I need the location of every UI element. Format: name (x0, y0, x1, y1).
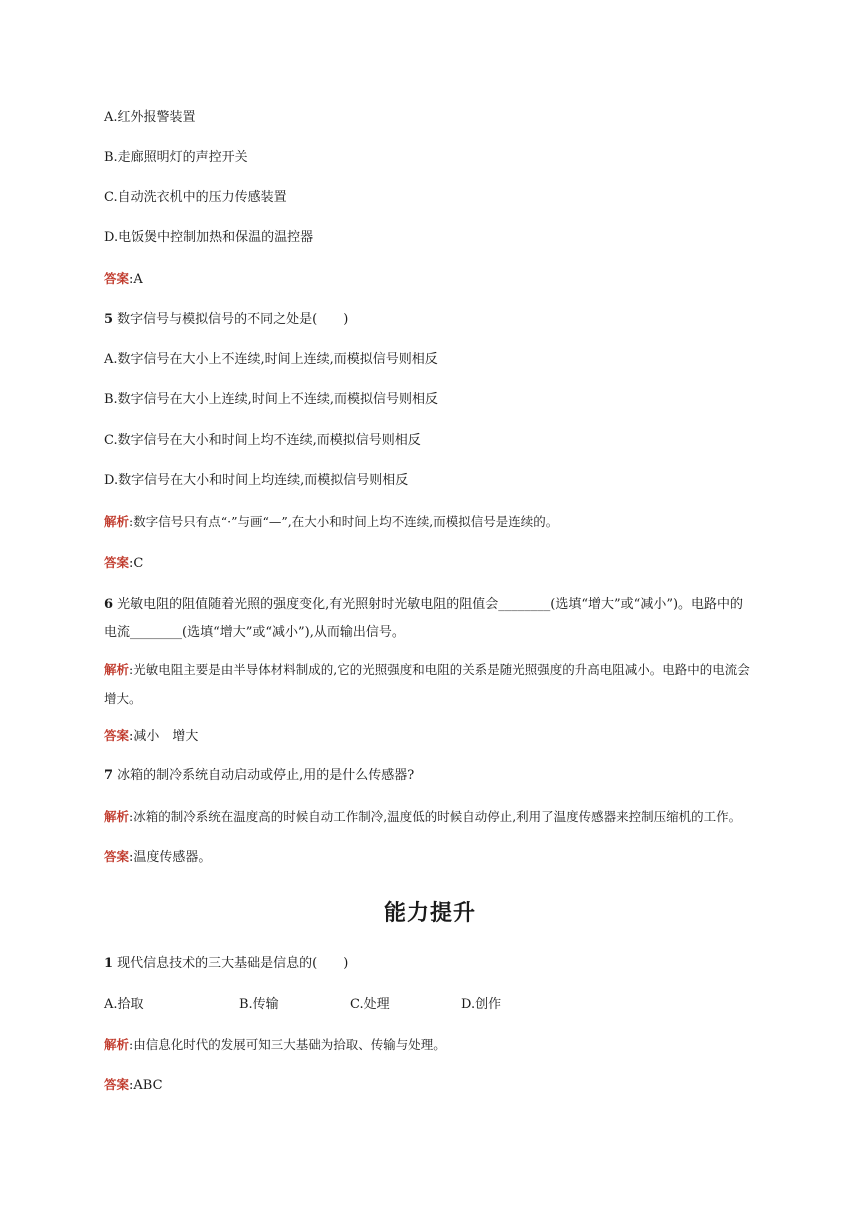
option-c: C.处理 (350, 997, 390, 1012)
analysis-text: :数字信号只有点“·”与画“—”,在大小和时间上均不连续,而模拟信号是连续的。 (129, 514, 559, 529)
question-number: 5 (104, 312, 114, 327)
option-b: B.传输 (239, 997, 279, 1012)
q7-answer (104, 848, 211, 867)
q5-option-c: C.数字信号在大小和时间上均不连续,而模拟信号则相反 (104, 433, 421, 448)
question-text: 光敏电阻的阻值随着光照的强度变化,有光照射时光敏电阻的阻值会________(选填“增大”或“减小”)。电路中的电流________(选填“增大”或“减小”),从而输出信号。 (104, 597, 744, 640)
option-a: A.拾取 (104, 997, 144, 1012)
option-d: D.创作 (461, 997, 502, 1012)
answer-label: 答案 (104, 271, 130, 286)
answer-value: :ABC (129, 1078, 163, 1093)
question-text: 冰箱的制冷系统自动启动或停止,用的是什么传感器? (113, 768, 415, 783)
answer-label: 答案 (104, 728, 130, 743)
answer-label: 答案 (104, 555, 130, 570)
q4-option-b: B.走廊照明灯的声控开关 (104, 150, 248, 165)
q4-option-a: A.红外报警装置 (104, 110, 196, 125)
answer-value: :C (129, 556, 144, 571)
q4-answer (104, 270, 143, 289)
q4-option-d: D.电饭煲中控制加热和保温的温控器 (104, 230, 314, 245)
q7-analysis (104, 808, 741, 827)
p1-answer (104, 1076, 163, 1095)
p1-analysis (104, 1036, 446, 1055)
q5-answer (104, 554, 143, 573)
analysis-text: :冰箱的制冷系统在温度高的时候自动工作制冷,温度低的时候自动停止,利用了温度传感器来控制压缩机的工作。 (129, 809, 742, 824)
q6-stem (104, 591, 754, 647)
q5-stem (104, 311, 348, 329)
q7-stem (104, 767, 414, 785)
question-number: 6 (104, 597, 114, 612)
q5-option-a: A.数字信号在大小上不连续,时间上连续,而模拟信号则相反 (104, 352, 438, 367)
question-text: 现代信息技术的三大基础是信息的( ) (113, 956, 349, 971)
q4-option-c: C.自动洗衣机中的压力传感装置 (104, 190, 287, 205)
question-text: 数字信号与模拟信号的不同之处是( ) (113, 312, 349, 327)
analysis-label: 解析 (104, 1037, 130, 1052)
answer-value: :A (129, 272, 143, 287)
q5-analysis (104, 513, 558, 532)
analysis-text: :光敏电阻主要是由半导体材料制成的,它的光照强度和电阻的关系是随光照强度的升高电阻减小。电路中的电流会增大。 (104, 662, 750, 706)
question-number: 1 (104, 956, 114, 971)
answer-value: :温度传感器。 (129, 850, 212, 865)
question-number: 7 (104, 768, 114, 783)
answer-label: 答案 (104, 849, 130, 864)
q6-analysis (104, 656, 754, 714)
p1-stem (104, 955, 348, 973)
analysis-label: 解析 (104, 662, 130, 677)
section-heading: 能力提升 (383, 901, 476, 926)
q5-option-d: D.数字信号在大小和时间上均连续,而模拟信号则相反 (104, 473, 409, 488)
answer-label: 答案 (104, 1077, 130, 1092)
answer-value: :减小 增大 (129, 729, 199, 744)
q5-option-b: B.数字信号在大小上连续,时间上不连续,而模拟信号则相反 (104, 392, 438, 407)
p1-options (104, 996, 501, 1014)
analysis-text: :由信息化时代的发展可知三大基础为拾取、传输与处理。 (129, 1037, 446, 1052)
analysis-label: 解析 (104, 514, 130, 529)
analysis-label: 解析 (104, 809, 130, 824)
q6-answer (104, 727, 198, 746)
